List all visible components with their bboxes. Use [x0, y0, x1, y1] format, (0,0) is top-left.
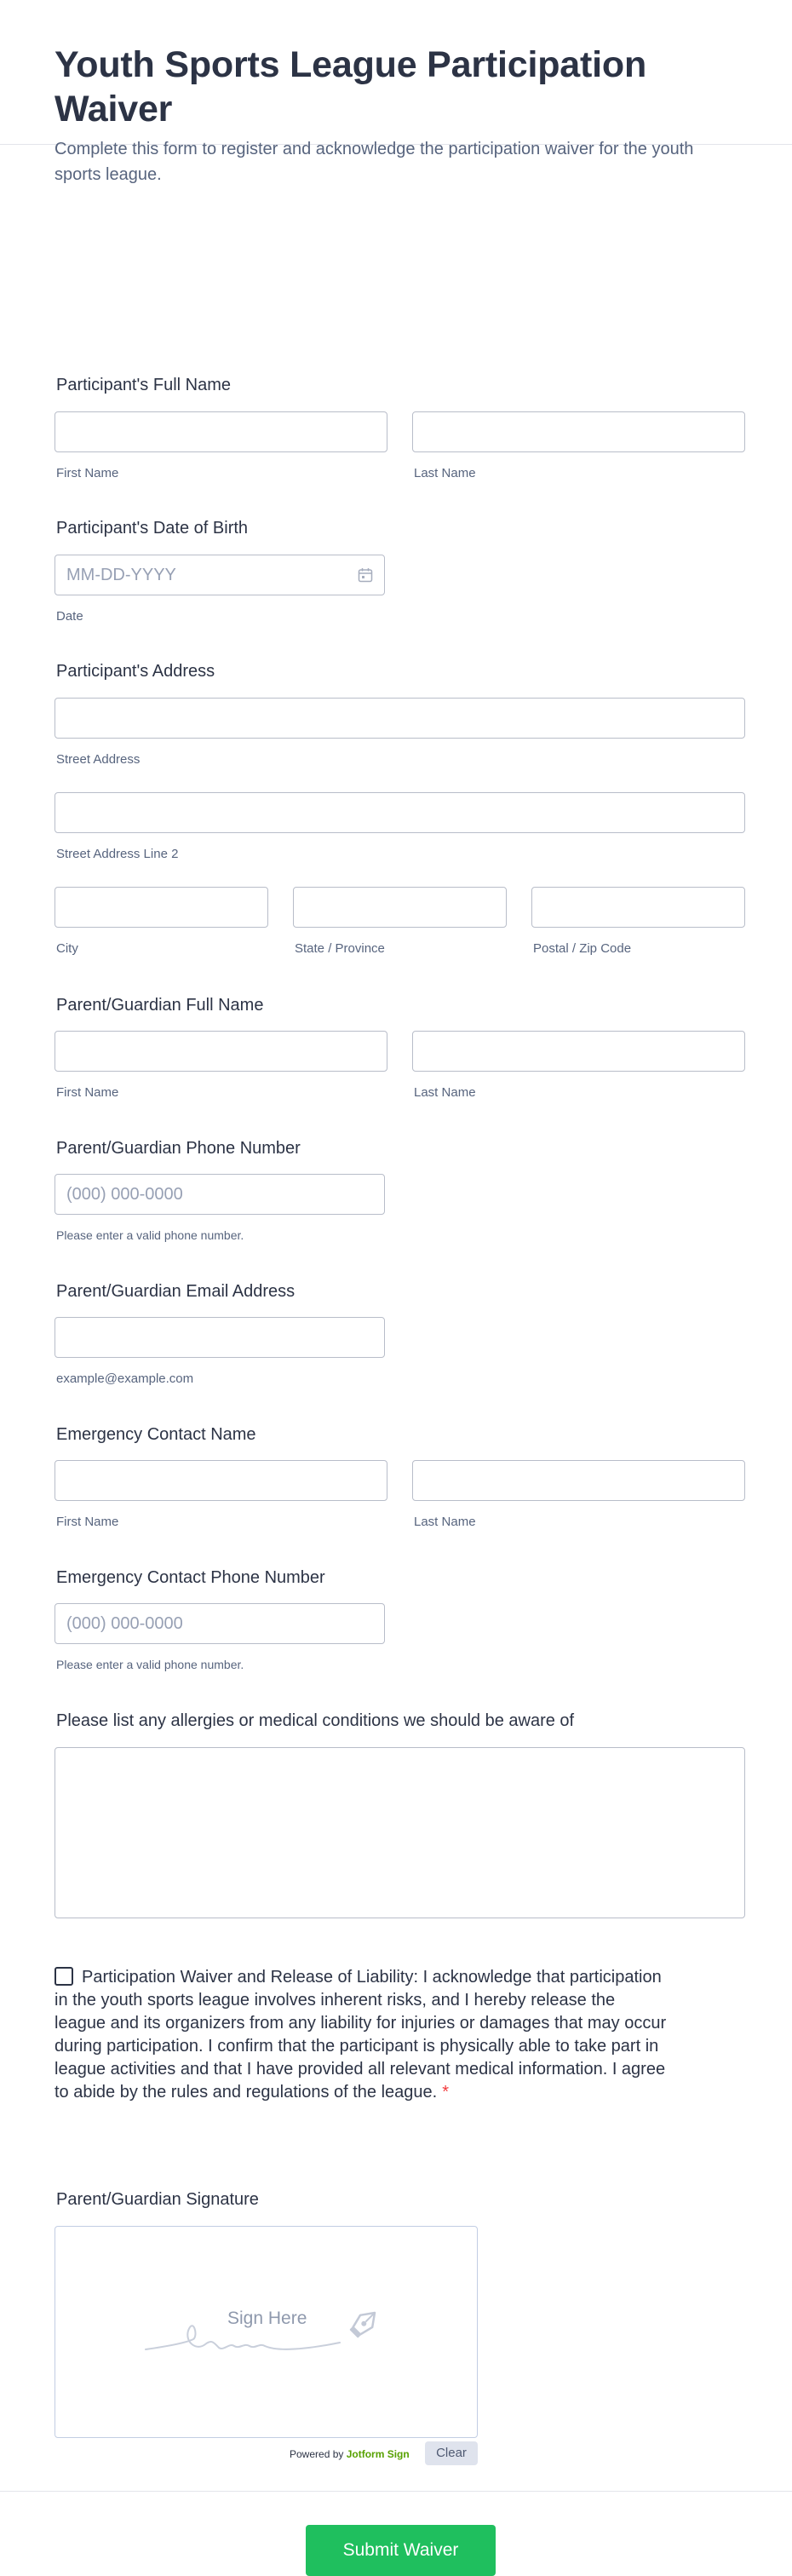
guardian-first-name-sub: First Name — [56, 1085, 119, 1100]
pen-nib-icon — [347, 2305, 382, 2341]
waiver-consent — [55, 1966, 668, 2104]
emergency-first-name-sub: First Name — [56, 1515, 119, 1529]
city-input[interactable] — [55, 887, 268, 928]
zip-sub: Postal / Zip Code — [533, 941, 632, 956]
street-address-line2-input[interactable] — [55, 792, 745, 833]
street-address-sub: Street Address — [56, 752, 141, 767]
guardian-last-name-input[interactable] — [412, 1031, 745, 1072]
street-address-line2-sub: Street Address Line 2 — [56, 847, 179, 861]
guardian-phone-sub: Please enter a valid phone number. — [56, 1228, 244, 1242]
zip-input[interactable] — [531, 887, 745, 928]
form-header — [0, 0, 792, 184]
participant-first-name-sub: First Name — [56, 466, 119, 480]
powered-by-label: Powered by — [290, 2448, 344, 2460]
state-input[interactable] — [293, 887, 507, 928]
guardian-phone-input[interactable] — [55, 1174, 385, 1215]
guardian-last-name-sub: Last Name — [414, 1085, 476, 1100]
participant-dob-sub: Date — [56, 609, 83, 624]
participant-name-label: Participant's Full Name — [56, 376, 231, 394]
guardian-phone-label: Parent/Guardian Phone Number — [56, 1139, 301, 1158]
participant-address-label: Participant's Address — [56, 662, 215, 681]
form-description: Complete this form to register and acknowledge the participation waiver for the youth sports league. — [55, 140, 694, 184]
dob-placeholder: MM-DD-YYYY — [66, 566, 176, 584]
guardian-first-name-input[interactable] — [55, 1031, 387, 1072]
signature-label: Parent/Guardian Signature — [56, 2190, 259, 2209]
calendar-icon[interactable] — [358, 567, 373, 583]
guardian-email-label: Parent/Guardian Email Address — [56, 1282, 296, 1301]
emergency-phone-label: Emergency Contact Phone Number — [56, 1568, 325, 1587]
signature-pad[interactable] — [55, 2226, 478, 2438]
powered-by-brand[interactable]: Jotform Sign — [346, 2448, 410, 2460]
guardian-name-label: Parent/Guardian Full Name — [56, 996, 264, 1015]
emergency-name-label: Emergency Contact Name — [56, 1425, 256, 1444]
city-sub: City — [56, 941, 78, 956]
sign-here-placeholder: Sign Here — [227, 2309, 307, 2328]
footer-divider — [0, 2491, 792, 2492]
emergency-first-name-input[interactable] — [55, 1460, 387, 1501]
state-sub: State / Province — [295, 941, 385, 956]
clear-signature-button[interactable]: Clear — [425, 2441, 478, 2465]
guardian-email-input[interactable] — [55, 1317, 385, 1358]
allergies-label: Please list any allergies or medical conditions we should be aware of — [56, 1711, 575, 1730]
street-address-input[interactable] — [55, 698, 745, 739]
participant-last-name-input[interactable] — [412, 411, 745, 452]
guardian-phone-placeholder: (000) 000-0000 — [66, 1185, 183, 1204]
waiver-checkbox[interactable] — [55, 1967, 73, 1986]
emergency-phone-input[interactable] — [55, 1603, 385, 1644]
guardian-email-sub: example@example.com — [56, 1371, 194, 1386]
form-title: Youth Sports League Participation Waiver — [55, 44, 647, 129]
allergies-textarea[interactable] — [55, 1747, 745, 1918]
powered-by-text — [290, 2448, 410, 2460]
emergency-phone-sub: Please enter a valid phone number. — [56, 1658, 244, 1671]
emergency-phone-placeholder: (000) 000-0000 — [66, 1614, 183, 1633]
emergency-last-name-input[interactable] — [412, 1460, 745, 1501]
emergency-last-name-sub: Last Name — [414, 1515, 476, 1529]
participant-first-name-input[interactable] — [55, 411, 387, 452]
required-mark: * — [442, 2083, 450, 2102]
waiver-text: Participation Waiver and Release of Liability: I acknowledge that participation in the youth sports league involves inherent risks, and I hereby release the league and its organizers from any liability for injuries or damages that may occur during participation. I confirm that the participant is physically able to take part in league activities and that I have provided all relevant medical information. I agree to abide by the rules and regulations of the league. — [55, 1968, 667, 2102]
participant-last-name-sub: Last Name — [414, 466, 476, 480]
participant-dob-label: Participant's Date of Birth — [56, 519, 249, 538]
submit-button[interactable]: Submit Waiver — [306, 2525, 496, 2576]
participant-dob-input[interactable] — [55, 555, 385, 595]
